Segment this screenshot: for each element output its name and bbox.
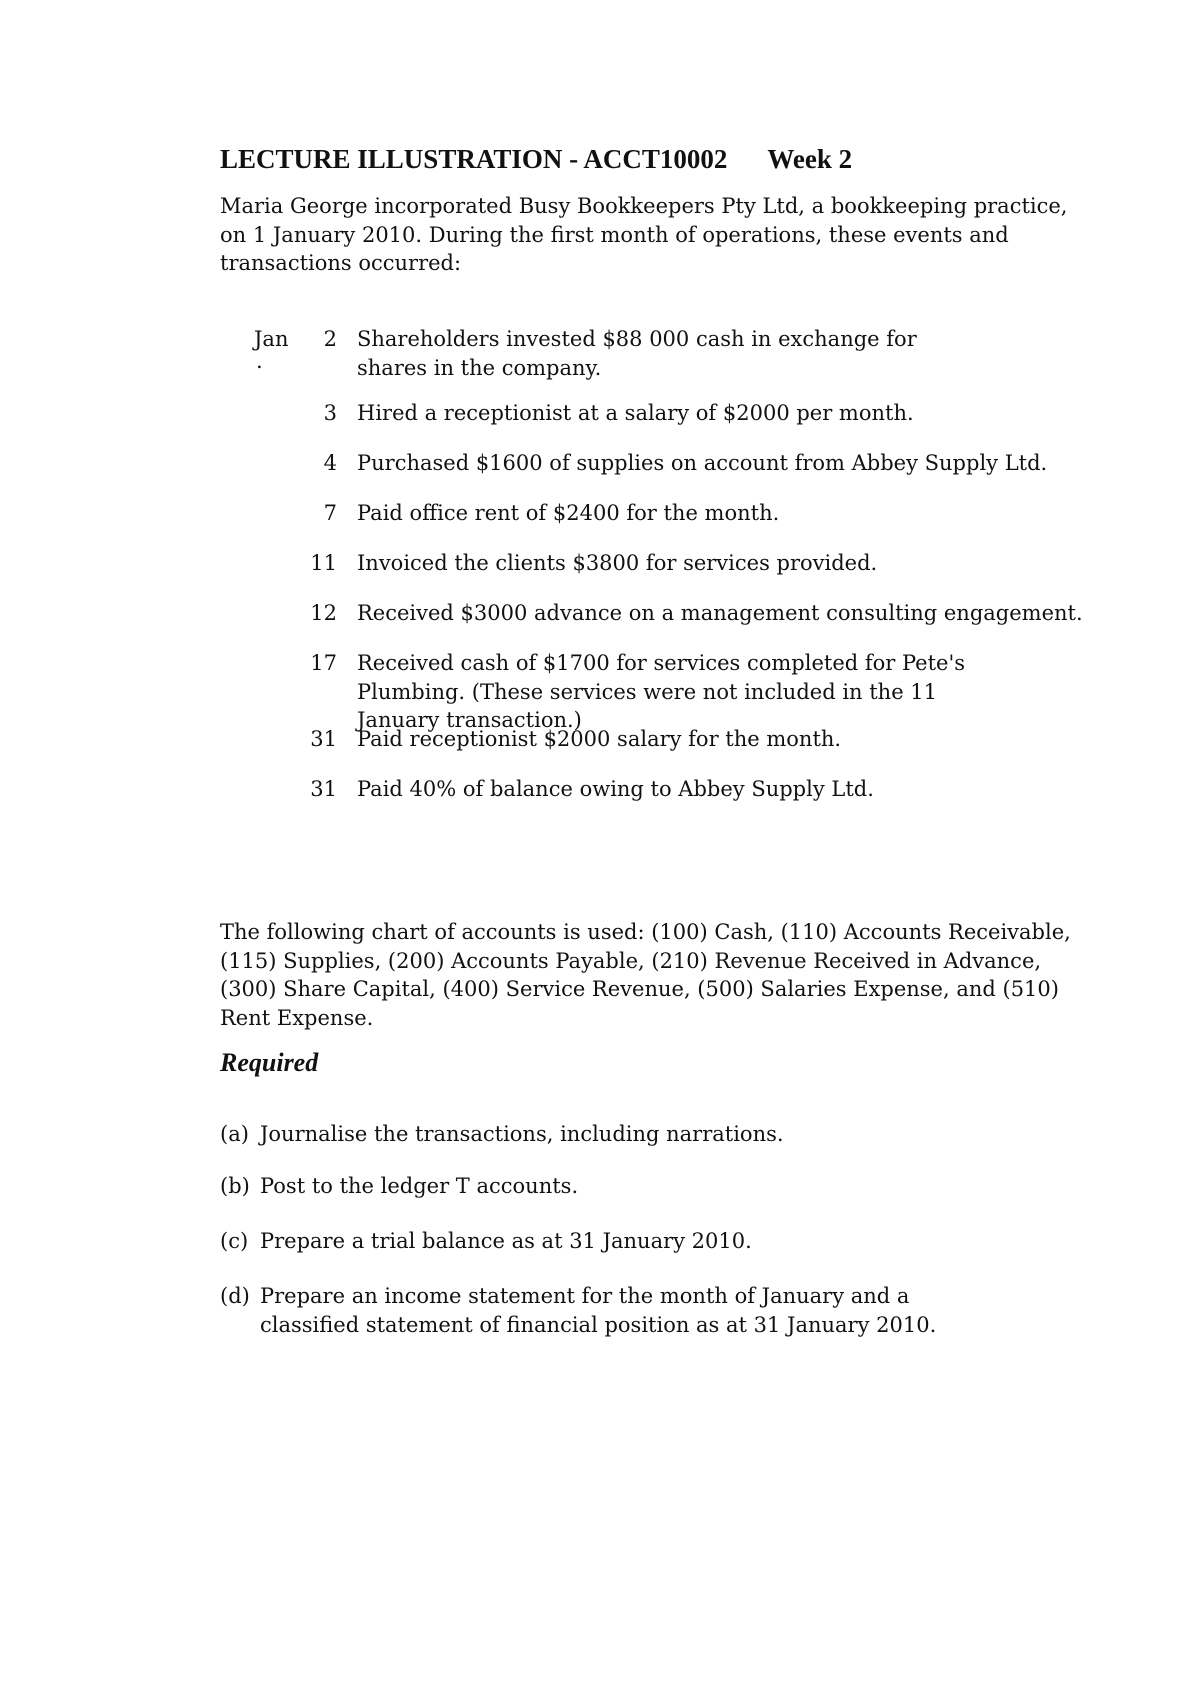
- transaction-item: [220, 399, 1100, 449]
- month-label: Jan: [254, 327, 289, 351]
- requirement-item: [220, 1120, 1100, 1172]
- transaction-day: 11: [310, 551, 337, 575]
- requirement-letter: (a): [220, 1122, 249, 1146]
- week-label: Week 2: [767, 144, 853, 174]
- transaction-day: 31: [310, 727, 337, 751]
- transaction-item: [220, 775, 1100, 825]
- transaction-day: 7: [323, 501, 337, 525]
- transaction-item: [220, 499, 1100, 549]
- transaction-description: Paid office rent of $2400 for the month.: [357, 501, 780, 525]
- transaction-description: Invoiced the clients $3800 for services provided.: [357, 551, 878, 575]
- transaction-list: [220, 325, 1100, 825]
- chart-of-accounts-paragraph: The following chart of accounts is used: (100) Cash, (110) Accounts Receivable, (115) Supplies, (200) Accounts Payable, (210) Revenue Received in Advance, (300) Share Capital, (400) Service Revenue, (500) Salaries Expense, and (510) Rent Expense.: [220, 920, 1071, 1030]
- transaction-item: [220, 725, 1100, 775]
- requirement-item: [220, 1172, 1100, 1227]
- title-text: LECTURE ILLUSTRATION - ACCT10002: [220, 144, 728, 174]
- requirement-text: Prepare an income statement for the month of January and a classified statement of financial position as at 31 January 2010.: [260, 1284, 937, 1337]
- transaction-item: [220, 325, 1100, 399]
- requirement-item: [220, 1227, 1100, 1282]
- transaction-item: [220, 599, 1100, 649]
- transaction-description: Paid 40% of balance owing to Abbey Supply Ltd.: [357, 777, 874, 801]
- requirement-letter: (b): [220, 1174, 250, 1198]
- requirement-text: Post to the ledger T accounts.: [260, 1174, 579, 1198]
- required-heading: Required: [220, 1048, 319, 1077]
- transaction-description: Hired a receptionist at a salary of $2000 per month.: [357, 401, 914, 425]
- transaction-item: [220, 549, 1100, 599]
- requirement-text: Prepare a trial balance as at 31 January 2010.: [260, 1229, 752, 1253]
- transaction-day: 17: [310, 651, 337, 675]
- requirement-letter: (c): [220, 1229, 249, 1253]
- transaction-item: [220, 449, 1100, 499]
- transaction-item: [220, 649, 1100, 732]
- requirements-list: [220, 1120, 1100, 1362]
- transaction-description: Purchased $1600 of supplies on account from Abbey Supply Ltd.: [357, 451, 1048, 475]
- transaction-day: 31: [310, 777, 337, 801]
- transaction-day: 12: [310, 601, 337, 625]
- transaction-day: 2: [323, 327, 337, 351]
- transaction-description: Paid receptionist $2000 salary for the month.: [357, 727, 842, 751]
- requirement-text: Journalise the transactions, including narrations.: [260, 1122, 784, 1146]
- requirement-item: [220, 1282, 1100, 1362]
- transaction-day: 4: [323, 451, 337, 475]
- transaction-description: Received cash of $1700 for services completed for Pete's Plumbing. (These services were not included in the 11 January transaction.): [357, 651, 966, 732]
- requirement-letter: (d): [220, 1284, 250, 1308]
- intro-paragraph: Maria George incorporated Busy Bookkeepers Pty Ltd, a bookkeeping practice, on 1 January 2010. During the first month of operations, these events and transactions occurred:: [220, 194, 1068, 275]
- transaction-day: 3: [323, 401, 337, 425]
- month-dot: .: [256, 349, 263, 373]
- transaction-description: Received $3000 advance on a management consulting engagement.: [357, 601, 1083, 625]
- transaction-description: Shareholders invested $88 000 cash in exchange for shares in the company.: [357, 327, 917, 380]
- document-title: [220, 142, 1100, 176]
